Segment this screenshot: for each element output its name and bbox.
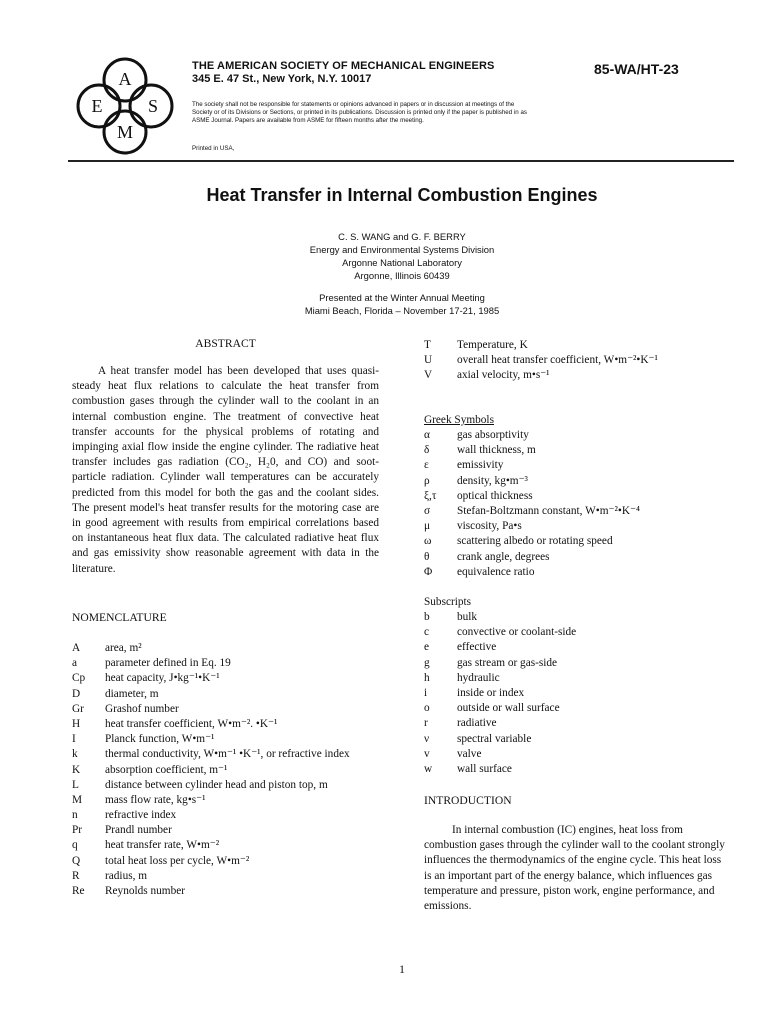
logo-letter-m: M [116, 122, 134, 142]
greek-symbol-row [424, 443, 728, 458]
subscript-row [424, 747, 728, 762]
greek-symbol-symbol: θ [424, 550, 430, 563]
nomenclature-definition: area, m² [105, 642, 142, 654]
subscript-symbol: o [424, 702, 430, 715]
subscript-definition: outside or wall surface [457, 702, 560, 715]
nomenclature-definition: axial velocity, m•s⁻¹ [457, 369, 550, 382]
greek-symbol-row [424, 489, 728, 504]
subscript-definition: bulk [457, 611, 478, 623]
greek-symbol-symbol: δ [424, 444, 430, 457]
nomenclature-symbol: M [72, 793, 83, 806]
nomenclature-definition: heat transfer coefficient, W•m⁻². •K⁻¹ [105, 717, 278, 730]
nomenclature-row [72, 747, 379, 762]
nomenclature-symbol: q [72, 839, 78, 852]
subscript-row [424, 716, 728, 731]
society-address: 345 E. 47 St., New York, N.Y. 10017 [192, 73, 372, 85]
greek-symbol-definition: gas absorptivity [457, 429, 529, 441]
paper-title: Heat Transfer in Internal Combustion Engines [206, 185, 598, 205]
nomenclature-definition: mass flow rate, kg•s⁻¹ [105, 793, 206, 806]
nomenclature-heading: NOMENCLATURE [72, 611, 167, 624]
subscript-definition: valve [457, 747, 482, 760]
nomenclature-symbol: Re [72, 885, 85, 897]
introduction-body [424, 823, 728, 914]
author-block [0, 230, 768, 282]
nomenclature-row [72, 793, 379, 808]
nomenclature-row [72, 869, 379, 884]
subscript-row [424, 762, 728, 777]
asme-logo [70, 54, 180, 158]
greek-symbol-row [424, 550, 728, 565]
nomenclature-row [72, 838, 379, 853]
nomenclature-symbol: K [72, 763, 81, 776]
nomenclature-row [72, 854, 379, 869]
subscript-symbol: v [424, 747, 430, 760]
nomenclature-symbol: Cp [72, 672, 86, 685]
subscript-symbol: c [424, 626, 430, 639]
greek-symbol-symbol: ε [424, 459, 429, 472]
subscript-definition: gas stream or gas-side [457, 656, 558, 669]
greek-symbol-definition: Stefan-Boltzmann constant, W•m⁻²•K⁻⁴ [457, 504, 640, 517]
greek-symbol-symbol: μ [424, 520, 431, 533]
greek-symbol-symbol: α [424, 429, 430, 441]
nomenclature-symbol: Q [72, 854, 81, 867]
subscript-row [424, 686, 728, 701]
author-division: Energy and Environmental Systems Division [309, 244, 495, 255]
greek-symbol-definition: crank angle, degrees [457, 550, 550, 563]
nomenclature-row [424, 353, 728, 368]
subscript-definition: hydraulic [457, 671, 500, 684]
abstract-heading: ABSTRACT [195, 337, 256, 350]
nomenclature-list [72, 641, 379, 899]
subscript-definition: effective [457, 641, 497, 654]
nomenclature-definition: radius, m [105, 869, 148, 882]
nomenclature-row [72, 687, 379, 702]
logo-letter-e: E [91, 96, 103, 116]
nomenclature-row [72, 717, 379, 732]
subscript-row [424, 625, 728, 640]
abstract-paragraph: A heat transfer model has been developed that uses quasi-steady heat flux relations to calculate the heat transfer from combustion gases through the cylinder wall to the coolant in an internal combustion engine. The treatment of convective heat transfer accounts for the physical problems of rotating and impinging axial flow inside the engine cylinder. The radiative heat transfer includes gas radiation (CO₂, H₂0, and CO) and soot-particle radiation. Cylinder wall temperatures can be accurately predicted from this model for both the gas and the coolant sides. The present model's heat transfer results for the motoring case are in good agreement with results from empirical correlations based on instantaneous heat flux data. The calculated radiative heat flux and gas emissivity show reasonable agreement with data in the literature. [72, 365, 379, 575]
nomenclature-symbol: Gr [72, 702, 84, 715]
nomenclature-symbol: Pr [72, 824, 83, 837]
subscript-definition: radiative [457, 717, 497, 730]
page-number: 1 [399, 962, 405, 976]
nomenclature-definition: Grashof number [105, 702, 179, 715]
nomenclature-definition: diameter, m [105, 687, 159, 700]
nomenclature-symbol: n [72, 809, 78, 822]
nomenclature-row [72, 823, 379, 838]
logo-letter-s: S [147, 96, 159, 116]
subscript-symbol: g [424, 656, 430, 669]
nomenclature-symbol: T [424, 339, 431, 351]
nomenclature-definition: thermal conductivity, W•m⁻¹ •K⁻¹, or refractive index [105, 748, 350, 761]
author-location: Argonne, Illinois 60439 [354, 270, 450, 281]
nomenclature-row [72, 808, 379, 823]
greek-symbol-row [424, 519, 728, 534]
nomenclature-symbol: L [72, 778, 79, 791]
introduction-paragraph: In internal combustion (IC) engines, heat loss from combustion gases through the cylinder wall to the coolant strongly influences the thermodynamics of the engine cycle. This heat loss is an important part of the energy balance, which influences gas temperature and pressure, piston work, engine performance, and emissions. [424, 824, 725, 913]
subscript-symbol: b [424, 611, 430, 623]
presented-block [0, 291, 768, 317]
subscript-symbol: e [424, 641, 430, 654]
subscript-row [424, 610, 728, 625]
subscript-definition: spectral variable [457, 732, 532, 745]
nomenclature-symbol: D [72, 687, 81, 700]
greek-symbol-row [424, 428, 728, 443]
nomenclature-row [72, 884, 379, 899]
nomenclature-row [72, 671, 379, 686]
nomenclature-symbol: a [72, 657, 78, 670]
subscript-symbol: h [424, 671, 430, 684]
greek-symbol-row [424, 534, 728, 549]
nomenclature-row [72, 641, 379, 656]
greek-symbol-symbol: ξ,τ [424, 489, 437, 502]
nomenclature-row [72, 656, 379, 671]
greek-symbol-definition: emissivity [457, 459, 504, 472]
nomenclature-definition: refractive index [105, 809, 177, 822]
greek-symbol-definition: scattering albedo or rotating speed [457, 535, 613, 548]
author-names: C. S. WANG and G. F. BERRY [338, 231, 466, 242]
nomenclature-symbol: k [72, 748, 78, 761]
nomenclature-symbol: A [72, 642, 81, 654]
subscript-symbol: r [424, 717, 428, 730]
greek-symbol-definition: optical thickness [457, 489, 533, 502]
subscript-row [424, 640, 728, 655]
subscript-symbol: i [424, 686, 428, 699]
subscript-row [424, 656, 728, 671]
nomenclature-definition: absorption coefficient, m⁻¹ [105, 763, 228, 776]
nomenclature-symbol: I [72, 733, 76, 746]
printed-in: Printed in USA, [192, 145, 235, 152]
subscript-symbol: ν [424, 732, 430, 745]
greek-symbol-definition: wall thickness, m [457, 444, 536, 457]
subscript-symbol: w [424, 762, 433, 775]
greek-symbol-row [424, 474, 728, 489]
nomenclature-row [424, 338, 728, 353]
greek-symbols-heading: Greek Symbols [424, 414, 494, 426]
abstract-body [72, 364, 379, 577]
subscript-row [424, 701, 728, 716]
subscript-definition: convective or coolant-side [457, 626, 577, 639]
nomenclature-definition: Prandl number [105, 824, 172, 837]
paper-number: 85-WA/HT-23 [594, 61, 679, 77]
nomenclature-row [72, 702, 379, 717]
nomenclature-list-continued [424, 338, 728, 384]
greek-symbol-symbol: Φ [424, 565, 433, 578]
introduction-heading: INTRODUCTION [424, 794, 512, 807]
nomenclature-definition: overall heat transfer coefficient, W•m⁻²•K⁻¹ [457, 354, 658, 367]
disclaimer: The society shall not be responsible for statements or opinions advanced in papers or in discussion at meetings of the Society or of its Divisions or Sections, or printed in its publications. Discussion is printed only if the paper is published in as ASME Journal. Papers are available from ASME for fifteen months after the meeting. [192, 101, 527, 124]
nomenclature-symbol: H [72, 717, 81, 730]
greek-symbol-row [424, 458, 728, 473]
greek-symbol-definition: density, kg•m⁻³ [457, 474, 528, 487]
presented-line-2: Miami Beach, Florida – November 17-21, 1985 [304, 305, 500, 316]
nomenclature-definition: total heat loss per cycle, W•m⁻² [105, 854, 250, 867]
nomenclature-definition: parameter defined in Eq. 19 [105, 657, 231, 670]
presented-line-1: Presented at the Winter Annual Meeting [319, 292, 485, 303]
author-lab: Argonne National Laboratory [342, 257, 462, 268]
subscript-row [424, 732, 728, 747]
society-name: THE AMERICAN SOCIETY OF MECHANICAL ENGINEERS [192, 60, 495, 72]
greek-symbols-list [424, 428, 728, 580]
nomenclature-row [72, 763, 379, 778]
header-divider [68, 160, 734, 162]
greek-symbol-symbol: σ [424, 504, 431, 517]
greek-symbol-row [424, 565, 728, 580]
greek-symbol-definition: viscosity, Pa•s [457, 520, 522, 533]
subscript-row [424, 671, 728, 686]
nomenclature-definition: heat capacity, J•kg⁻¹•K⁻¹ [105, 672, 220, 685]
nomenclature-symbol: V [424, 369, 433, 382]
nomenclature-symbol: R [72, 869, 80, 882]
nomenclature-row [72, 732, 379, 747]
nomenclature-symbol: U [424, 354, 433, 367]
nomenclature-definition: heat transfer rate, W•m⁻² [105, 839, 220, 852]
nomenclature-definition: distance between cylinder head and piston top, m [105, 778, 328, 791]
greek-symbol-definition: equivalence ratio [457, 565, 535, 578]
nomenclature-row [424, 368, 728, 383]
greek-symbol-symbol: ω [424, 535, 432, 548]
nomenclature-definition: Temperature, K [457, 339, 528, 351]
greek-symbol-row [424, 504, 728, 519]
subscripts-heading: Subscripts [424, 596, 472, 608]
subscripts-list [424, 610, 728, 777]
nomenclature-definition: Reynolds number [105, 885, 186, 897]
subscript-definition: wall surface [457, 762, 512, 775]
greek-symbol-symbol: ρ [424, 474, 430, 487]
logo-letter-a: A [118, 69, 132, 89]
nomenclature-row [72, 778, 379, 793]
subscript-definition: inside or index [457, 686, 525, 699]
nomenclature-definition: Planck function, W•m⁻¹ [105, 733, 215, 746]
